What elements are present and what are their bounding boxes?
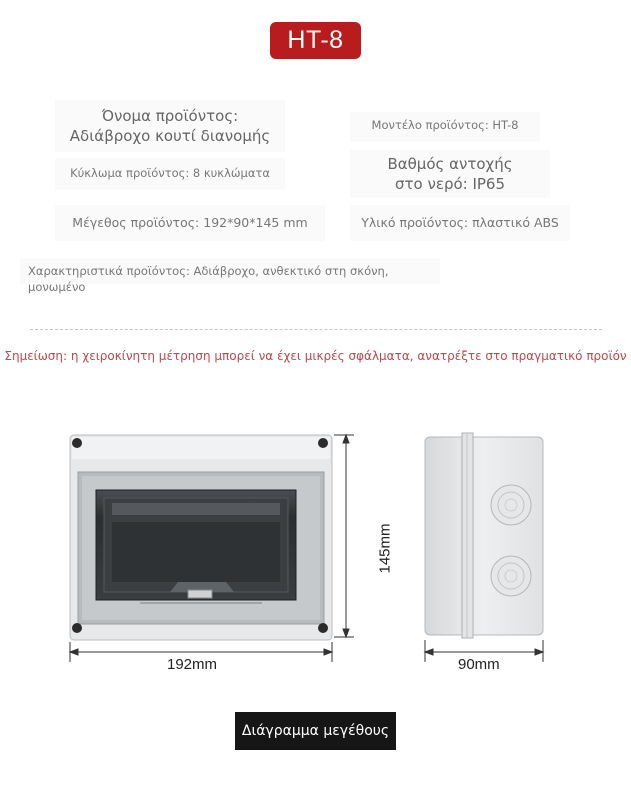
spec-size: Μέγεθος προϊόντος: 192*90*145 mm — [55, 205, 325, 241]
spec-product-name-value: Αδιάβροχο κουτί διανομής — [69, 127, 271, 146]
side-view — [425, 433, 543, 638]
height-dimension-label: 145mm — [376, 523, 394, 574]
width-dimension-label: 192mm — [167, 656, 218, 673]
front-view — [70, 435, 332, 640]
spec-material: Υλικό προϊόντος: πλαστικό ABS — [350, 205, 570, 241]
dimension-diagram — [0, 400, 631, 700]
spec-product-name-label: Όνομα προϊόντος: — [101, 107, 239, 125]
size-chart-button[interactable]: Διάγραμμα μεγέθους — [235, 712, 396, 750]
spec-features: Χαρακτηριστικά προϊόντος: Αδιάβροχο, ανθεκτικό στη σκόνη, μονωμένο — [20, 258, 440, 284]
spec-product-name — [55, 100, 285, 152]
model-badge: HT-8 — [270, 22, 361, 59]
dashed-divider — [30, 329, 602, 330]
spec-water-value: στο νερό: IP65 — [394, 175, 506, 194]
spec-water-label: Βαθμός αντοχής — [387, 155, 513, 173]
depth-dimension-label: 90mm — [458, 656, 500, 673]
spec-circuit: Κύκλωμα προϊόντος: 8 κυκλώματα — [55, 158, 285, 190]
measurement-note: Σημείωση: η χειροκίνητη μέτρηση μπορεί να έχει μικρές σφάλματα, ανατρέξτε στο πραγματικό προϊόν — [4, 349, 627, 363]
spec-water-resistance — [350, 150, 550, 198]
spec-model: Μοντέλο προϊόντος: HT-8 — [350, 112, 540, 142]
